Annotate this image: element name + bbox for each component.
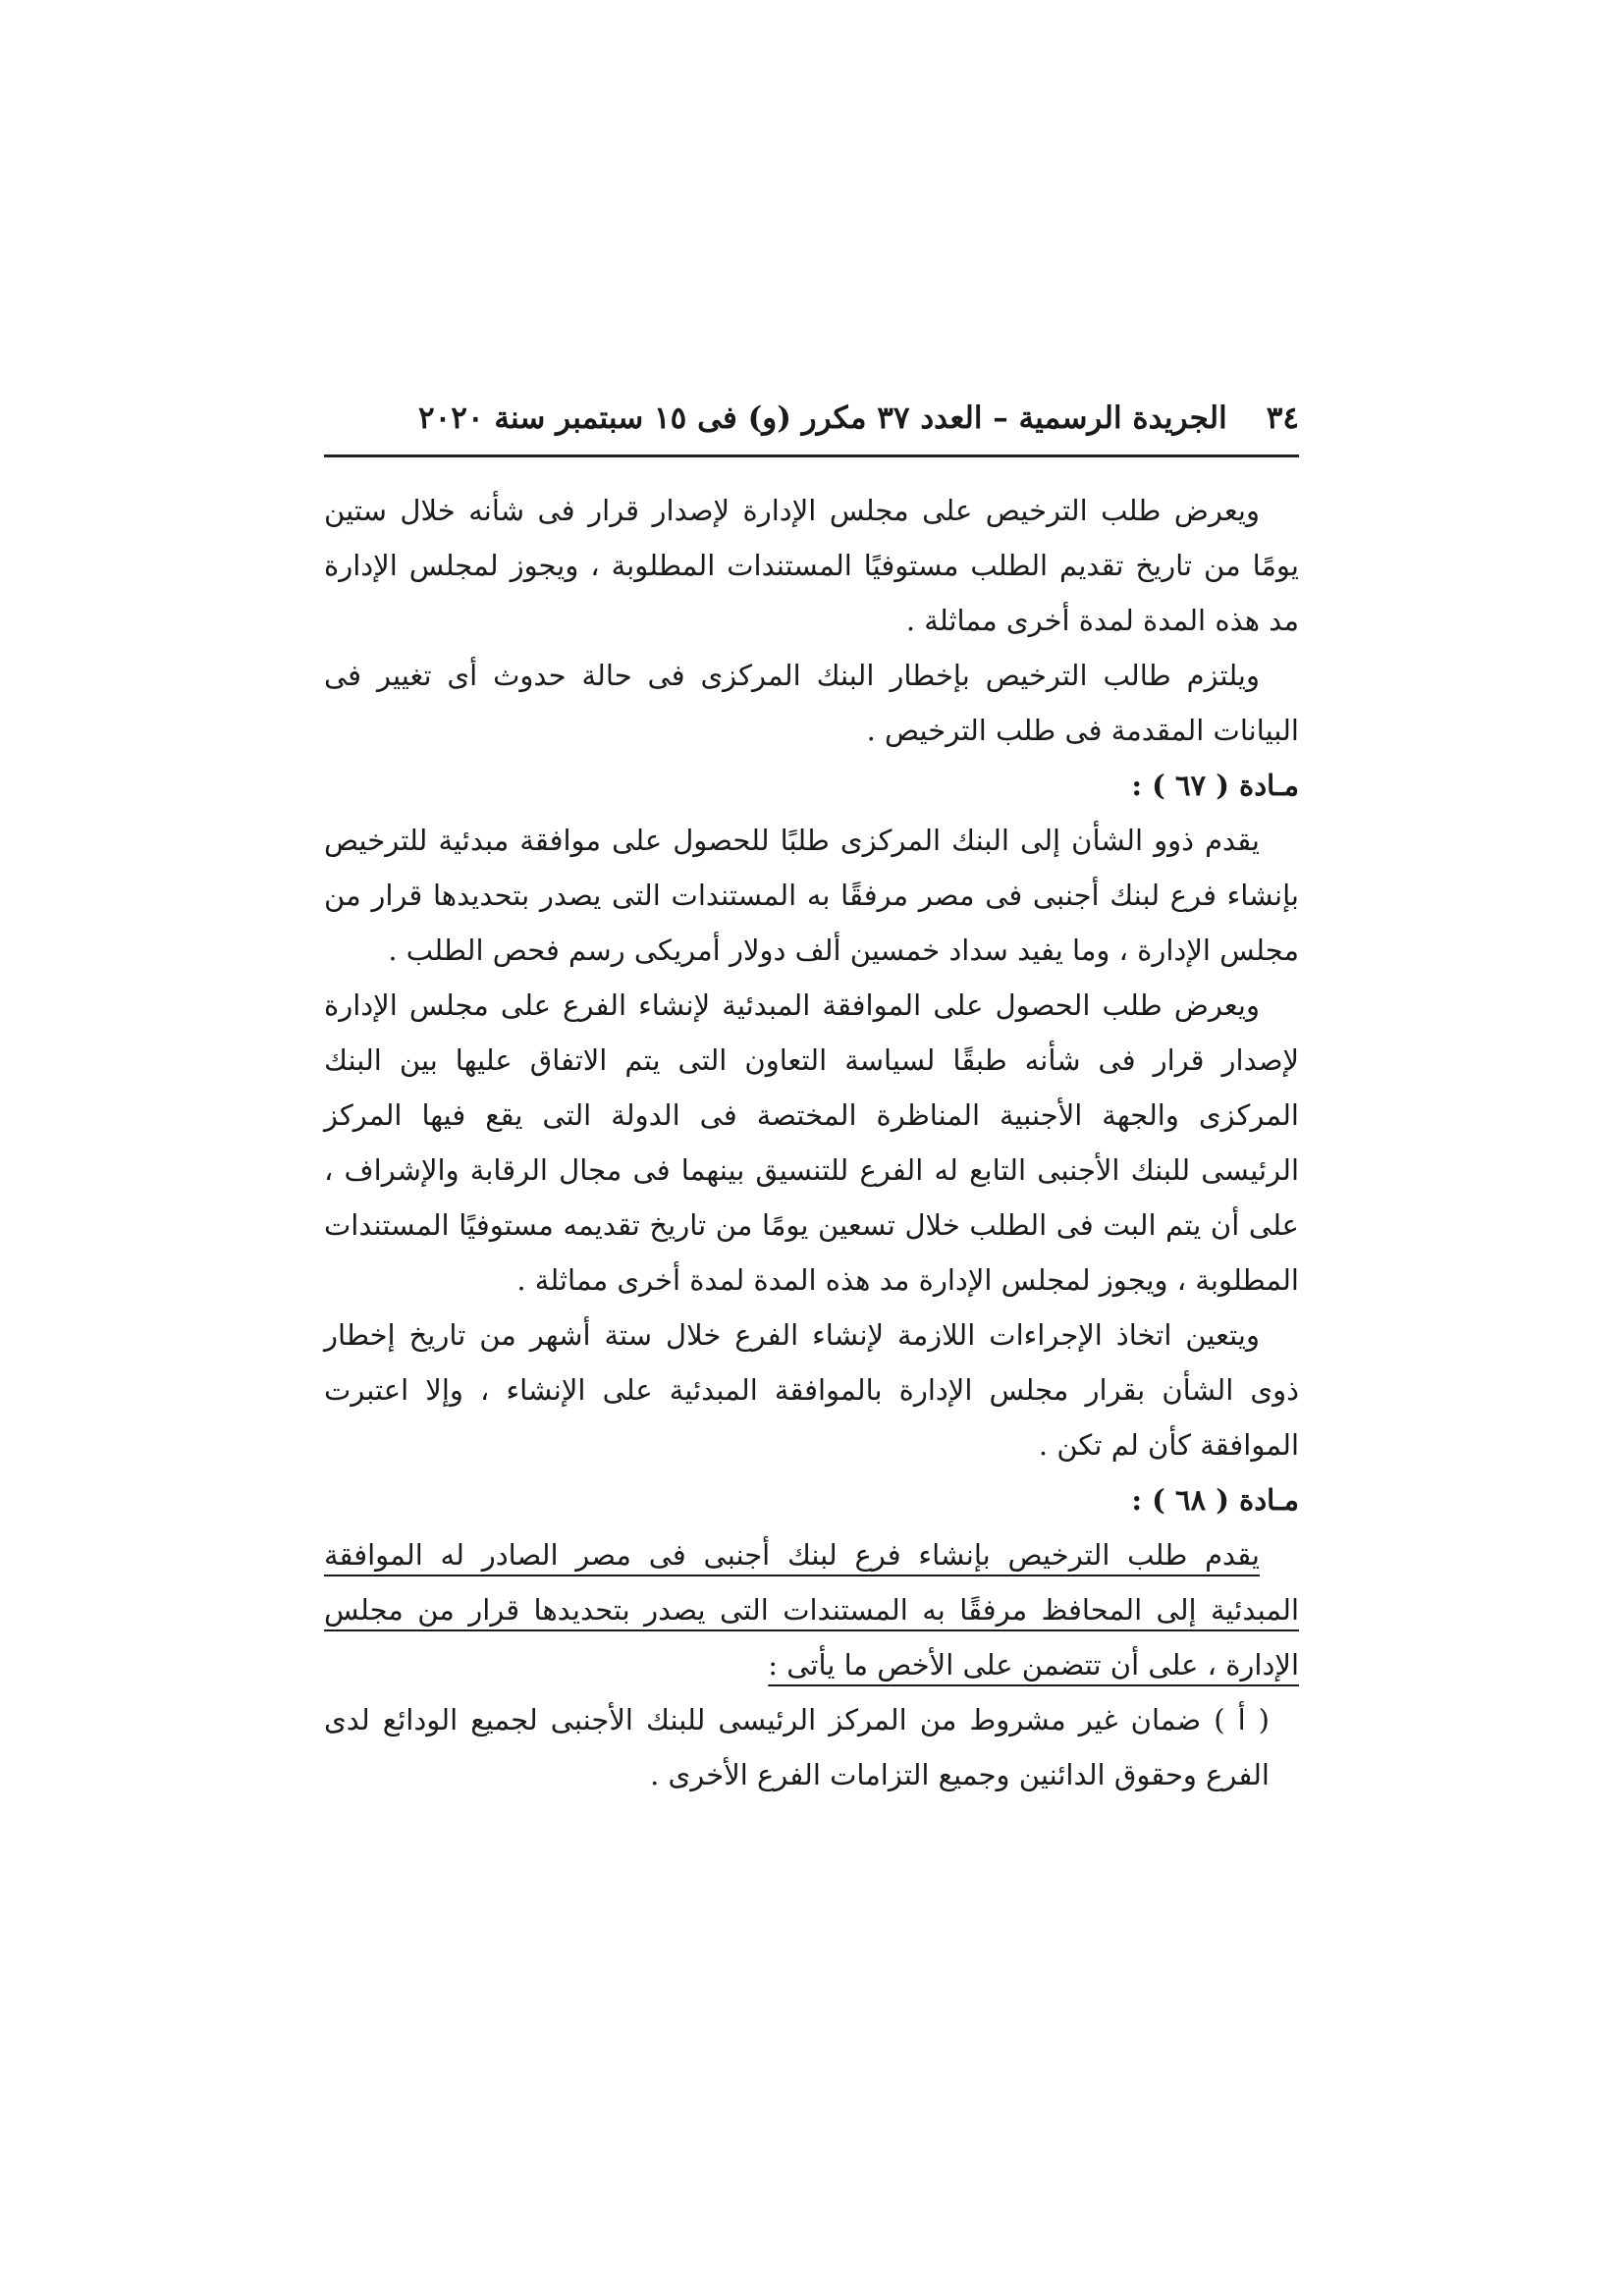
header-divider xyxy=(324,454,1299,457)
list-item-a: ( أ ) ضمان غير مشروط من المركز الرئيسى للبنك الأجنبى لجميع الودائع لدى الفرع وحقوق الدائنين وجميع التزامات الفرع الأخرى . xyxy=(324,1703,1270,1791)
paragraph-5: ويتعين اتخاذ الإجراءات اللازمة لإنشاء الفرع خلال ستة أشهر من تاريخ إخطار ذوى الشأن بقرار مجلس الإدارة بالموافقة المبدئية على الإنشاء ، وإلا اعتبرت الموافقة كأن لم تكن . xyxy=(324,1318,1299,1462)
paragraph-4: ويعرض طلب الحصول على الموافقة المبدئية لإنشاء الفرع على مجلس الإدارة لإصدار قرار فى شأنه طبقًا لسياسة التعاون التى يتم الاتفاق عليها بين البنك المركزى والجهة الأجنبية المناظرة المختصة فى الدولة التى يقع فيها المركز الرئيسى للبنك الأجنبى التابع له الفرع للتنسيق بينهما فى مجال الرقابة والإشراف ، على أن يتم البت فى الطلب خلال تسعين يومًا من تاريخ تقديمه مستوفيًا المستندات المطلوبة ، ويجوز لمجلس الإدارة مد هذه المدة لمدة أخرى مماثلة . xyxy=(324,988,1299,1297)
article-68-heading: مـادة ( ٦٨ ) : xyxy=(1131,1483,1299,1517)
page-number: ٣٤ xyxy=(1266,400,1299,436)
paragraph-2: ويلتزم طالب الترخيص بإخطار البنك المركزى فى حالة حدوث أى تغيير فى البيانات المقدمة فى طلب الترخيص . xyxy=(324,659,1299,747)
paragraph-6: يقدم طلب الترخيص بإنشاء فرع لبنك أجنبى فى مصر الصادر له الموافقة المبدئية إلى المحافظ مرفقًا به المستندات التى يصدر بتحديدها قرار من مجلس الإدارة ، على أن تتضمن على الأخص ما يأتى : xyxy=(324,1538,1299,1682)
gazette-title: الجريدة الرسمية – العدد ٣٧ مكرر (و) فى ١٥ سبتمبر سنة ٢٠٢٠ xyxy=(418,400,1227,436)
paragraph-1: ويعرض طلب الترخيص على مجلس الإدارة لإصدار قرار فى شأنه خلال ستين يومًا من تاريخ تقديم الطلب مستوفيًا المستندات المطلوبة ، ويجوز لمجلس الإدارة مد هذه المدة لمدة أخرى مماثلة . xyxy=(324,494,1299,637)
page-header xyxy=(324,388,1299,449)
article-67-heading: مـادة ( ٦٧ ) : xyxy=(1131,769,1299,802)
document-body xyxy=(324,483,1299,1802)
paragraph-3: يقدم ذوو الشأن إلى البنك المركزى طلبًا للحصول على موافقة مبدئية للترخيص بإنشاء فرع لبنك أجنبى فى مصر مرفقًا به المستندات التى يصدر بتحديدها قرار من مجلس الإدارة ، وما يفيد سداد خمسين ألف دولار أمريكى رسم فحص الطلب . xyxy=(324,824,1299,967)
